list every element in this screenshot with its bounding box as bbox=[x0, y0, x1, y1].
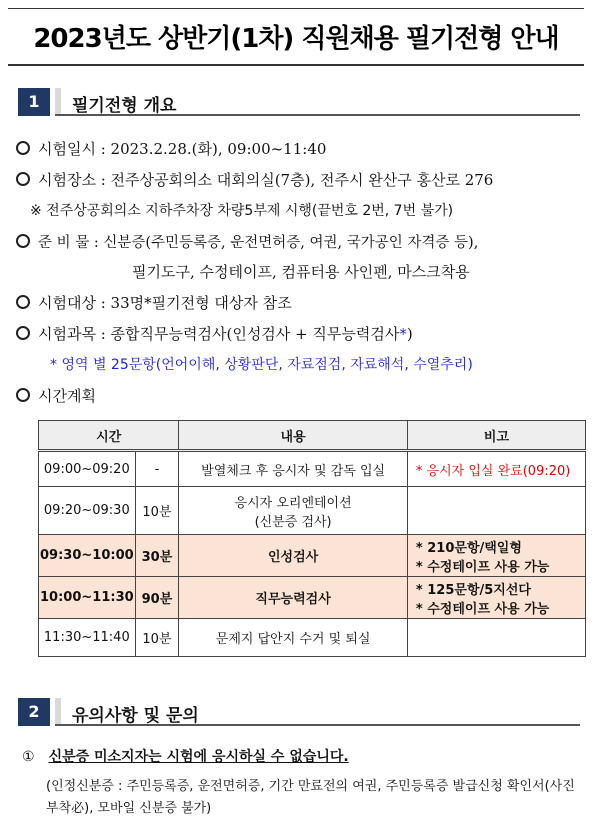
section-1-title: 필기전형 개요 bbox=[72, 96, 177, 116]
row-content: 직무능력검사 bbox=[179, 577, 408, 619]
schedule-table bbox=[38, 420, 586, 657]
parking-note bbox=[30, 200, 453, 220]
circle-bullet-icon bbox=[16, 172, 30, 186]
warning-number: ① bbox=[22, 749, 35, 765]
row-content: 문제지 답안지 수거 및 퇴실 bbox=[179, 619, 408, 657]
row-note: * 응시자 입실 완료(09:20) bbox=[407, 451, 585, 487]
subject-areas-note bbox=[50, 354, 473, 374]
warning-item bbox=[22, 746, 349, 766]
row-content: 인성검사 bbox=[179, 535, 408, 577]
header-note: 비고 bbox=[407, 421, 585, 451]
header-content: 내용 bbox=[179, 421, 408, 451]
item-subject bbox=[16, 323, 413, 344]
section-2-title: 유의사항 및 문의 bbox=[72, 706, 199, 726]
section-2-number: 2 bbox=[18, 698, 50, 726]
item-supplies-cont bbox=[132, 261, 470, 282]
header-time: 시간 bbox=[39, 421, 179, 451]
row-duration: 10분 bbox=[135, 619, 179, 657]
item-text-cont: 필기도구, 수정테이프, 컴퓨터용 사인펜, 마스크착용 bbox=[132, 263, 470, 281]
page-title: 2023년도 상반기(1차) 직원채용 필기전형 안내 bbox=[33, 24, 559, 54]
circle-bullet-icon bbox=[16, 295, 30, 309]
row-duration: 90분 bbox=[135, 577, 179, 619]
row-time: 09:00~09:20 bbox=[39, 451, 136, 487]
table-row bbox=[39, 577, 586, 619]
row-note bbox=[407, 619, 585, 657]
section-2-bar bbox=[55, 698, 61, 726]
row-time: 10:00~11:30 bbox=[39, 577, 136, 619]
row-content-sub: (신분증 검사) bbox=[254, 514, 332, 530]
section-1-number: 1 bbox=[18, 88, 50, 116]
row-content: 응시자 오리엔테이션 bbox=[234, 495, 352, 511]
row-note-2: * 수정테이프 사용 가능 bbox=[415, 559, 550, 575]
section-1-header bbox=[18, 88, 580, 116]
item-text: 시간계획 bbox=[38, 387, 96, 405]
table-row bbox=[39, 487, 586, 535]
title-bottom-rule bbox=[8, 64, 584, 66]
item-text: 시험대상 : 33명*필기전형 대상자 참조 bbox=[38, 294, 292, 312]
row-time: 11:30~11:40 bbox=[39, 619, 136, 657]
item-supplies bbox=[16, 231, 478, 252]
row-note-cell bbox=[407, 535, 585, 577]
table-row bbox=[39, 535, 586, 577]
item-schedule-heading bbox=[16, 385, 96, 406]
row-duration: 30분 bbox=[135, 535, 179, 577]
item-text: 시험장소 : 전주상공회의소 대회의실(7층), 전주시 완산구 홍산로 276 bbox=[38, 171, 494, 189]
row-content: 발열체크 후 응시자 및 감독 입실 bbox=[179, 451, 408, 487]
row-note-2: * 수정테이프 사용 가능 bbox=[415, 601, 550, 617]
section-1-rule bbox=[55, 114, 580, 116]
item-text: 시험일시 : 2023.2.28.(화), 09:00~11:40 bbox=[38, 140, 327, 158]
row-duration: 10분 bbox=[135, 487, 179, 535]
item-target bbox=[16, 292, 292, 313]
circle-bullet-icon bbox=[16, 388, 30, 402]
id-note-paragraph: (인정신분증 : 주민등록증, 운전면허증, 기간 만료전의 여권, 주민등록증 발급신청 확인서(사진부착必), 모바일 신분증 불가) bbox=[46, 779, 575, 816]
title-top-rule bbox=[8, 8, 584, 9]
row-time: 09:20~09:30 bbox=[39, 487, 136, 535]
circle-bullet-icon bbox=[16, 234, 30, 248]
circle-bullet-icon bbox=[16, 326, 30, 340]
schedule-header-row bbox=[39, 421, 586, 451]
row-time: 09:30~10:00 bbox=[39, 535, 136, 577]
circle-bullet-icon bbox=[16, 141, 30, 155]
row-note: * 210문항/택일형 bbox=[415, 540, 522, 556]
note-text: ※ 전주상공회의소 지하주차장 차량5부제 시행(끝번호 2번, 7번 불가) bbox=[30, 203, 454, 219]
title-box bbox=[8, 8, 584, 66]
item-exam-date bbox=[16, 138, 326, 159]
note-blue-text: * 영역 별 25문항(언어이해, 상황판단, 자료점검, 자료해석, 수열추리) bbox=[50, 357, 473, 373]
row-note: * 125문항/5지선다 bbox=[415, 582, 531, 598]
item-exam-place bbox=[16, 169, 493, 190]
table-row bbox=[39, 451, 586, 487]
row-duration: - bbox=[135, 451, 179, 487]
item-text: 시험과목 : 종합직무능력검사(인성검사 + 직무능력검사 bbox=[38, 325, 400, 343]
table-row bbox=[39, 619, 586, 657]
section-2-header bbox=[18, 698, 580, 726]
warning-text: 신분증 미소지자는 시험에 응시하실 수 없습니다. bbox=[48, 749, 349, 765]
item-text: 준 비 물 : 신분증(주민등록증, 운전면허증, 여권, 국가공인 자격증 등), bbox=[38, 235, 479, 251]
close-paren: ) bbox=[406, 325, 413, 343]
row-note-cell bbox=[407, 577, 585, 619]
row-content-cell bbox=[179, 487, 408, 535]
asterisk-mark: * bbox=[399, 325, 407, 343]
section-2-rule bbox=[55, 724, 580, 726]
row-note bbox=[407, 487, 585, 535]
section-1-bar bbox=[55, 88, 61, 116]
